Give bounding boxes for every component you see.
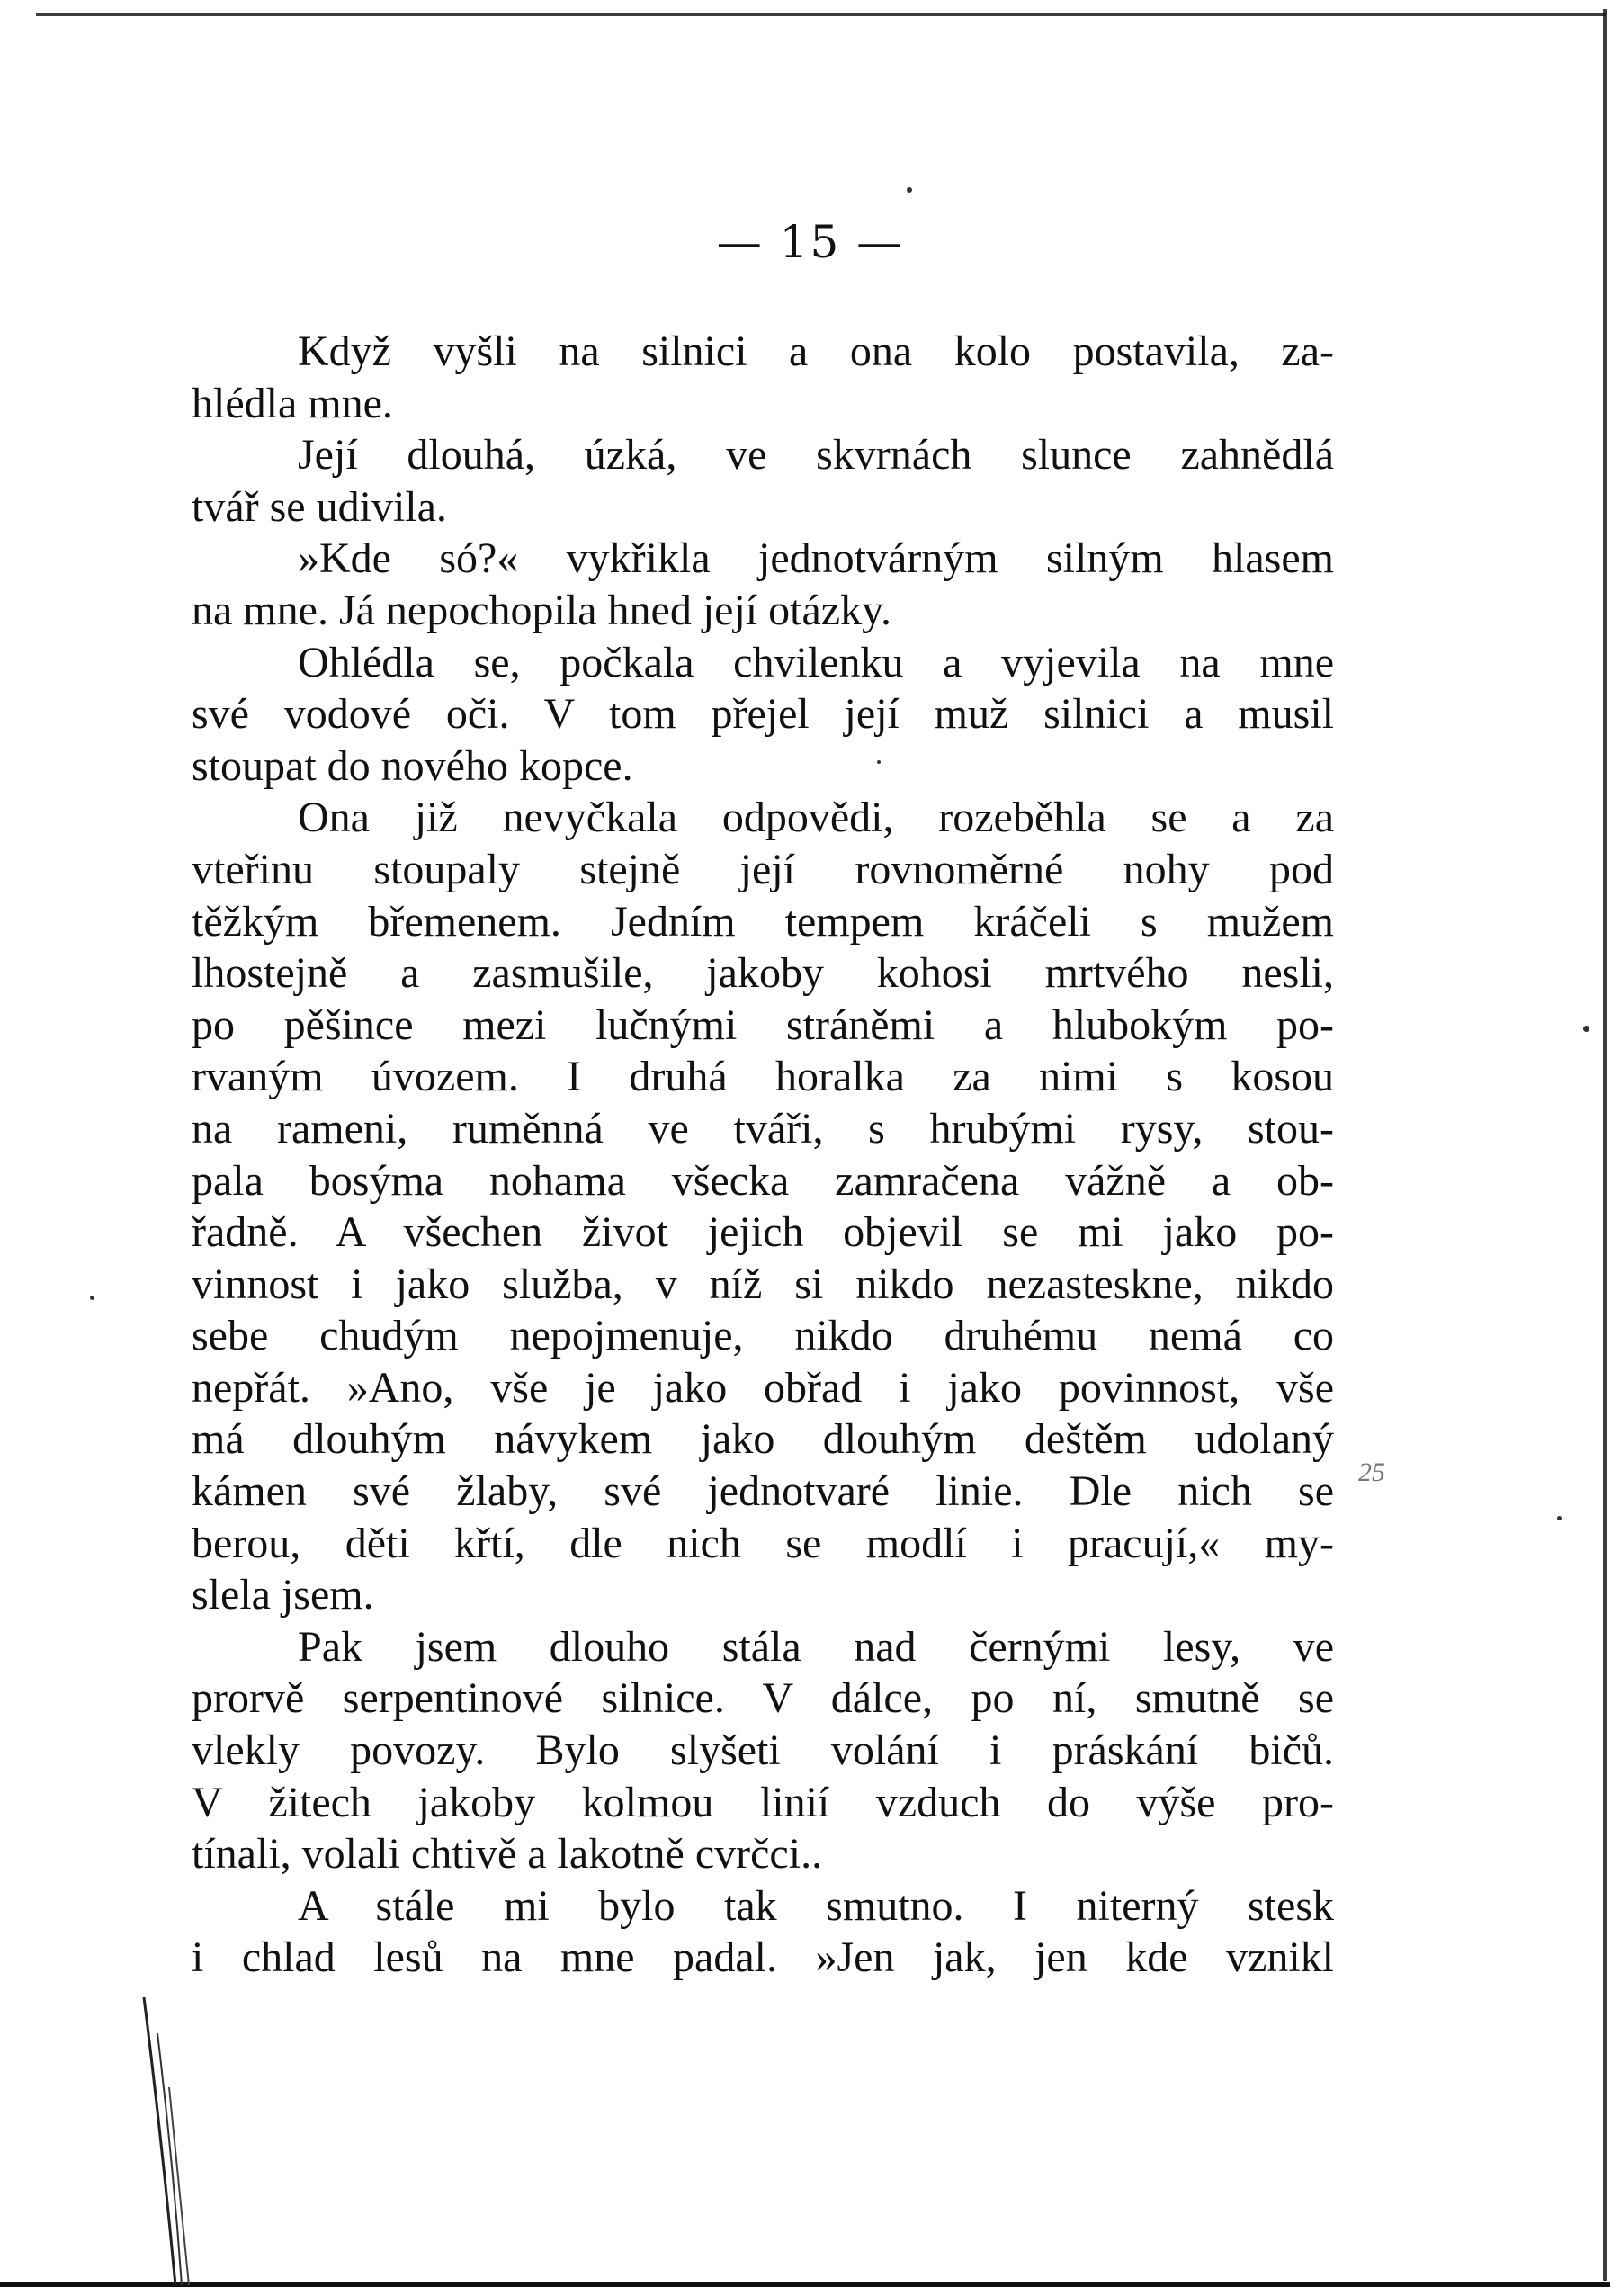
text-line: nepřát. »Ano, vše je jako obřad i jako povinnost, vše — [192, 1363, 1334, 1412]
text-line: V žitech jakoby kolmou linií vzduch do výše pro- — [192, 1778, 1334, 1826]
text-line: i chlad lesů na mne padal. »Jen jak, jen kde vznikl — [192, 1933, 1334, 1982]
text-line: sebe chudým nepojmenuje, nikdo druhému nemá co — [192, 1312, 1334, 1360]
text-line: Když vyšli na silnici a ona kolo postavila, za- — [298, 327, 1334, 375]
page-edge-right — [1603, 9, 1607, 2281]
text-line: má dlouhým návykem jako dlouhým deštěm udolaný — [192, 1415, 1334, 1464]
paper-speck — [1583, 1026, 1589, 1032]
paper-speck — [1557, 1516, 1562, 1520]
text-line: těžkým břemenem. Jedním tempem kráčeli s mužem — [192, 897, 1334, 946]
margin-annotation: 25 — [1358, 1457, 1385, 1487]
text-line: slela jsem. — [192, 1571, 374, 1619]
text-line: Pak jsem dlouho stála nad černými lesy, ve — [298, 1622, 1334, 1671]
paper-speck — [90, 1296, 94, 1300]
text-line: hlédla mne. — [192, 379, 393, 427]
binding-marks — [126, 1997, 234, 2285]
text-line: A stále mi bylo tak smutno. I niterný stesk — [298, 1881, 1334, 1930]
text-line: pala bosýma nohama všecka zamračena vážně a ob- — [192, 1156, 1334, 1205]
paper-speck — [907, 187, 912, 193]
text-line: vinnost i jako služba, v níž si nikdo nezasteskne, nikdo — [192, 1260, 1334, 1308]
text-line: »Kde só?« vykřikla jednotvárným silným hlasem — [298, 534, 1334, 583]
text-line: na mne. Já nepochopila hned její otázky. — [192, 586, 891, 634]
text-line: na rameni, ruměnná ve tváři, s hrubými rysy, stou- — [192, 1104, 1334, 1152]
text-line: stoupat do nového kopce. — [192, 741, 633, 790]
text-line: tínali, volali chtivě a lakotně cvrčci.. — [192, 1830, 823, 1879]
text-line: berou, děti křtí, dle nich se modlí i pracují,« my- — [192, 1519, 1334, 1567]
page-edge-top — [36, 13, 1606, 16]
text-line: Ohlédla se, počkala chvilenku a vyjevila na mne — [298, 638, 1334, 686]
text-line: po pěšince mezi lučnými stráněmi a hlubokým po- — [192, 1000, 1334, 1049]
text-line: kámen své žlaby, své jednotvaré linie. Dle nich se — [192, 1467, 1334, 1516]
page-edge-bottom — [0, 2282, 1610, 2287]
text-line: Ona již nevyčkala odpovědi, rozeběhla se a za — [298, 794, 1334, 842]
body-text — [192, 326, 1334, 1984]
text-line: řadně. A všechen život jejich objevil se mi jako po- — [192, 1208, 1334, 1257]
text-line: prorvě serpentinové silnice. V dálce, po ní, smutně se — [192, 1674, 1334, 1723]
text-line: lhostejně a zasmušile, jakoby kohosi mrtvého nesli, — [192, 949, 1334, 998]
page-number: — 15 — — [716, 216, 904, 268]
text-line: vlekly povozy. Bylo slyšeti volání i práskání bičů. — [192, 1726, 1334, 1775]
text-line: tvář se udivila. — [192, 482, 447, 531]
text-line: vteřinu stoupaly stejně její rovnoměrné nohy pod — [192, 845, 1334, 893]
text-line: své vodové oči. V tom přejel její muž silnici a musil — [192, 690, 1334, 739]
text-line: Její dlouhá, úzká, ve skvrnách slunce zahnědlá — [298, 431, 1334, 480]
text-line: rvaným úvozem. I druhá horalka za nimi s kosou — [192, 1053, 1334, 1101]
